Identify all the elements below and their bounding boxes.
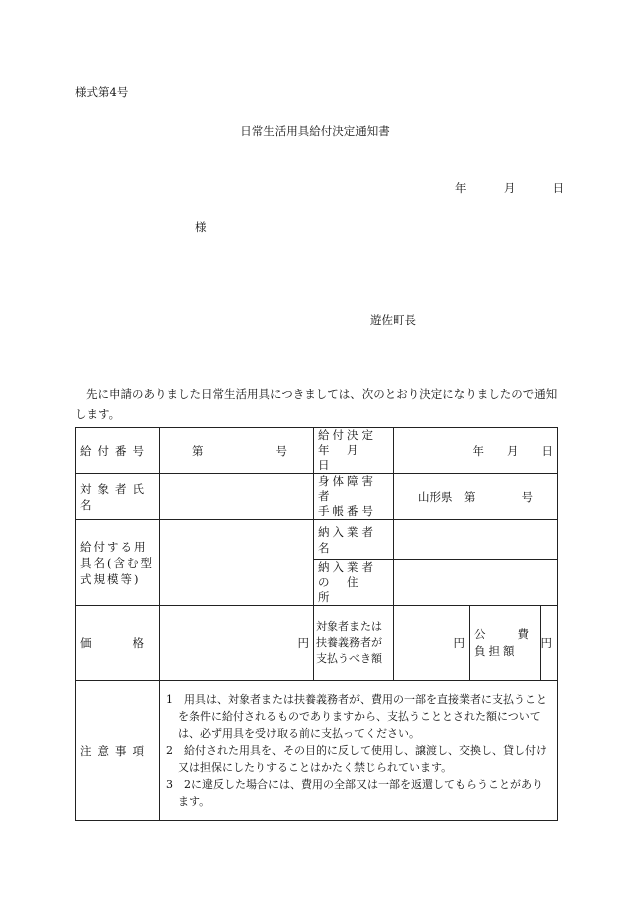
grant-number-value: 第 号	[160, 428, 314, 474]
decision-date-label: 給付決定 年 月 日	[314, 428, 394, 474]
supplier-name-value	[394, 520, 558, 560]
price-label: 価 格	[76, 606, 160, 681]
issue-date	[455, 180, 564, 196]
payer-amount-label: 対象者または扶養義務者が支払うべき額	[314, 606, 394, 681]
notes-label: 注意事項	[76, 681, 160, 821]
issuer: 遊佐町長	[370, 313, 416, 327]
supplier-address-label: 納入業者 の 住 所	[314, 560, 394, 606]
supplier-address-value	[394, 560, 558, 606]
notes-content	[160, 681, 558, 821]
payer-amount-value: 円	[394, 606, 470, 681]
public-cost-label: 公 費 負担額	[470, 606, 541, 680]
grant-number-label: 給付番号	[76, 428, 160, 474]
decision-form-table	[75, 427, 558, 821]
item-label: 給付する用具名(含む型式規模等)	[76, 520, 160, 606]
date-day: 日	[552, 181, 565, 195]
addressee-suffix: 様	[195, 220, 207, 234]
intro-text: 先に申請のありました日常生活用具につきましては、次のとおり決定になりましたので通知します。	[75, 387, 558, 421]
subject-name-label: 対象者氏名	[76, 474, 160, 520]
subject-name-value	[160, 474, 314, 520]
note-item: 3 2に違反した場合には、費用の全部又は一部を返還してもらうことがあります。	[166, 778, 543, 808]
form-number: 様式第4号	[75, 85, 129, 99]
date-year: 年	[455, 181, 467, 195]
date-month: 月	[503, 181, 516, 195]
document-title: 日常生活用具給付決定通知書	[240, 124, 390, 138]
handbook-label: 身体障害者 手帳番号	[314, 474, 394, 520]
note-item: 2 給付された用具を、その目的に反して使用し、譲渡し、交換し、貸し付け又は担保にしたりすることはかたく禁じられています。	[166, 744, 547, 774]
item-value	[160, 520, 314, 606]
public-cost-value: 円	[540, 636, 552, 650]
decision-date-value: 年 月 日	[394, 428, 558, 474]
handbook-value: 山形県 第 号	[394, 474, 558, 520]
note-item: 1 用具は、対象者または扶養義務者が、費用の一部を直接業者に支払うことを条件に給付されるものでありますから、支払うこととされた額については、必ず用具を受け取る前に支払ってください。	[166, 693, 547, 740]
public-cost-cell	[470, 606, 558, 681]
supplier-name-label: 納入業者名	[314, 520, 394, 560]
price-value: 円	[160, 606, 314, 681]
